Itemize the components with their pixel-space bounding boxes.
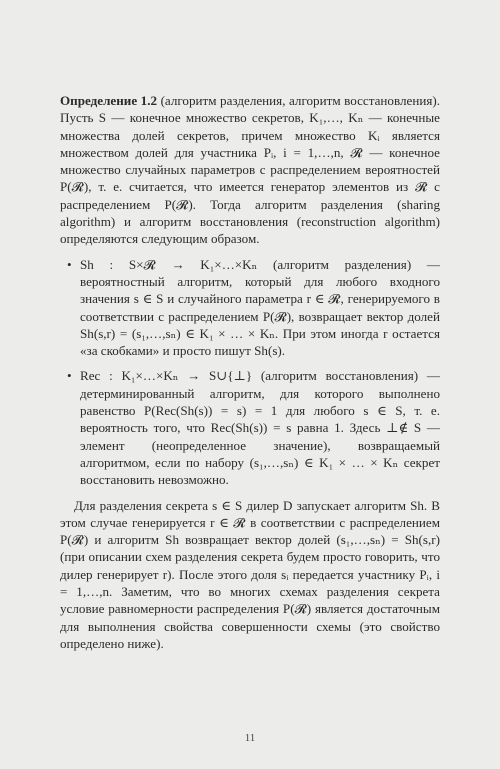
page-number: 11 xyxy=(244,732,256,744)
dealer-paragraph: Для разделения секрета s ∈ S дилер D запускает алгоритм Sh. В этом случае генерируется r ∈ 𝓡 в соответствии с распределением P(𝓡) и алгоритм Sh возвращает вектор долей (s₁,…,sₙ) = Sh(s,r) (при описании схем разделения секрета будем просто говорить, что дилер генерирует r). После этого доля sᵢ передается участнику Pᵢ, i = 1,…,n. Заметим, что во многих схемах разделения секрета условие равномерности распределения P(𝓡) является достаточным для выполнения свойства совершенности схемы (это свойство определено ниже). xyxy=(60,497,440,651)
definition-label: Определение 1.2 xyxy=(60,93,158,108)
list-item-sharing xyxy=(60,256,440,360)
reconstruction-algorithm-text: Rec : K₁×…×Kₙ → S∪{⊥} (алгоритм восстановления) — детерминированный алгоритм, для которого выполнено равенство P(Rec(Sh(s)) = s) = 1 для любого s ∈ S, т. е. вероятность того, что Rec(Sh(s)) = s равна 1. Здесь ⊥∉ S — элемент (неопределенное значение), возвращаемый алгоритмом, если по набору (s₁,…,sₙ) ∈ K₁ × … × Kₙ секрет восстановить невозможно. xyxy=(80,368,440,488)
list-item-reconstruction xyxy=(60,367,440,488)
bullet-icon: • xyxy=(67,368,72,384)
algorithm-list xyxy=(60,256,440,489)
bullet-icon: • xyxy=(67,256,72,272)
page-text xyxy=(60,92,440,652)
sharing-algorithm-text: Sh : S×𝓡 → K₁×…×Kₙ (алгоритм разделения) — вероятностный алгоритм, который для любого входного значения s ∈ S и случайного параметра r ∈ 𝓡, генерируемого в соответствии с распределением P(𝓡), возвращает вектор долей Sh(s,r) = (s₁,…,sₙ) ∈ K₁ × … × Kₙ. При этом иногда r остается «за скобками» и просто пишут Sh(s). xyxy=(80,256,440,359)
definition-text: (алгоритм разделения, алгоритм восстановления). Пусть S — конечное множество секретов, K₁,…, Kₙ — конечные множества долей секретов, причем множество Kᵢ является множеством долей для участника Pᵢ, i = 1,…,n, 𝓡 — конечное множество случайных параметров с распределением вероятностей P(𝓡), т. е. считается, что имеется генератор элементов из 𝓡 с распределением P(𝓡). Тогда алгоритм разделения (sharing algorithm) и алгоритм восстановления (reconstruction algorithm) определяются следующим образом. xyxy=(60,93,440,247)
definition-paragraph xyxy=(60,92,440,248)
